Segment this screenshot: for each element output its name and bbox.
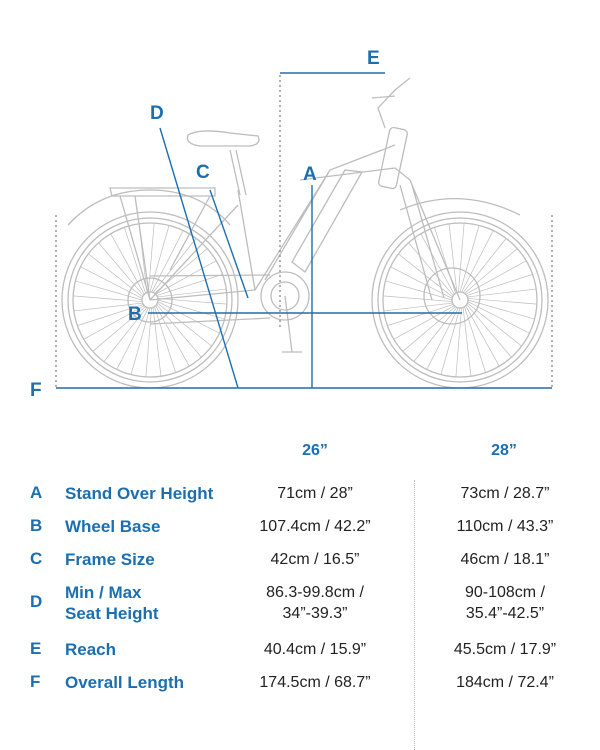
- value-26: 174.5cm / 68.7”: [259, 674, 371, 691]
- row-letter: C: [30, 549, 43, 568]
- spoke: [467, 289, 536, 297]
- dim-label-d: D: [150, 103, 164, 124]
- saddle: [188, 131, 260, 146]
- spoke: [88, 254, 142, 297]
- battery: [292, 170, 362, 272]
- value-28: 46cm / 18.1”: [460, 551, 550, 568]
- spoke: [153, 307, 161, 376]
- crank-arm: [282, 296, 302, 352]
- row-label: Frame Size: [65, 550, 155, 569]
- spoke: [468, 302, 530, 334]
- column-divider: [414, 480, 415, 750]
- spoke: [152, 231, 184, 293]
- value-28: 90-108cm / 35.4”-42.5”: [464, 584, 546, 622]
- column-header-28: 28”: [491, 442, 517, 459]
- spoke: [467, 303, 521, 346]
- row-letter: B: [30, 516, 43, 535]
- value-26: 40.4cm / 15.9”: [263, 641, 367, 658]
- value-26: 107.4cm / 42.2”: [259, 518, 371, 535]
- spoke: [467, 274, 533, 295]
- handlebar: [372, 78, 410, 128]
- dim-label-a: A: [303, 164, 317, 185]
- spoke: [427, 308, 459, 370]
- row-label: Reach: [65, 640, 117, 659]
- bike-outline: [56, 75, 552, 388]
- value-26: 42cm / 16.5”: [270, 551, 360, 568]
- value-26: 86.3-99.8cm / 34”-39.3”: [266, 584, 364, 622]
- spoke: [153, 238, 196, 292]
- spoke: [81, 267, 143, 299]
- rear-fender: [68, 190, 230, 225]
- value-26: 71cm / 28”: [277, 485, 353, 502]
- spoke: [434, 227, 455, 293]
- value-28: 184cm / 72.4”: [456, 674, 554, 691]
- row-letter: E: [30, 639, 42, 658]
- dim-label-b: B: [128, 304, 142, 325]
- spoke: [384, 303, 453, 311]
- spoke: [414, 307, 457, 361]
- seat-post: [230, 150, 246, 195]
- row-letter: D: [30, 592, 43, 611]
- spoke: [158, 302, 220, 334]
- row-letter: F: [30, 672, 41, 691]
- column-header-26: 26”: [302, 442, 328, 459]
- spoke: [157, 303, 211, 346]
- dim-label-e: E: [367, 48, 380, 69]
- spoke: [463, 238, 506, 292]
- head-tube: [378, 127, 408, 189]
- value-28: 110cm / 43.3”: [456, 518, 554, 535]
- row-letter: A: [30, 483, 43, 502]
- dim-line-c: [210, 190, 248, 298]
- dim-label-f: F: [30, 380, 42, 401]
- row-label: Overall Length: [65, 673, 185, 692]
- dim-label-c: C: [196, 162, 210, 183]
- spoke: [464, 307, 485, 373]
- row-label: Min / Max Seat Height: [65, 583, 159, 623]
- row-label: Stand Over Height: [65, 484, 214, 503]
- value-28: 45.5cm / 17.9”: [453, 641, 557, 658]
- row-label: Wheel Base: [65, 517, 161, 536]
- value-28: 73cm / 28.7”: [460, 485, 550, 502]
